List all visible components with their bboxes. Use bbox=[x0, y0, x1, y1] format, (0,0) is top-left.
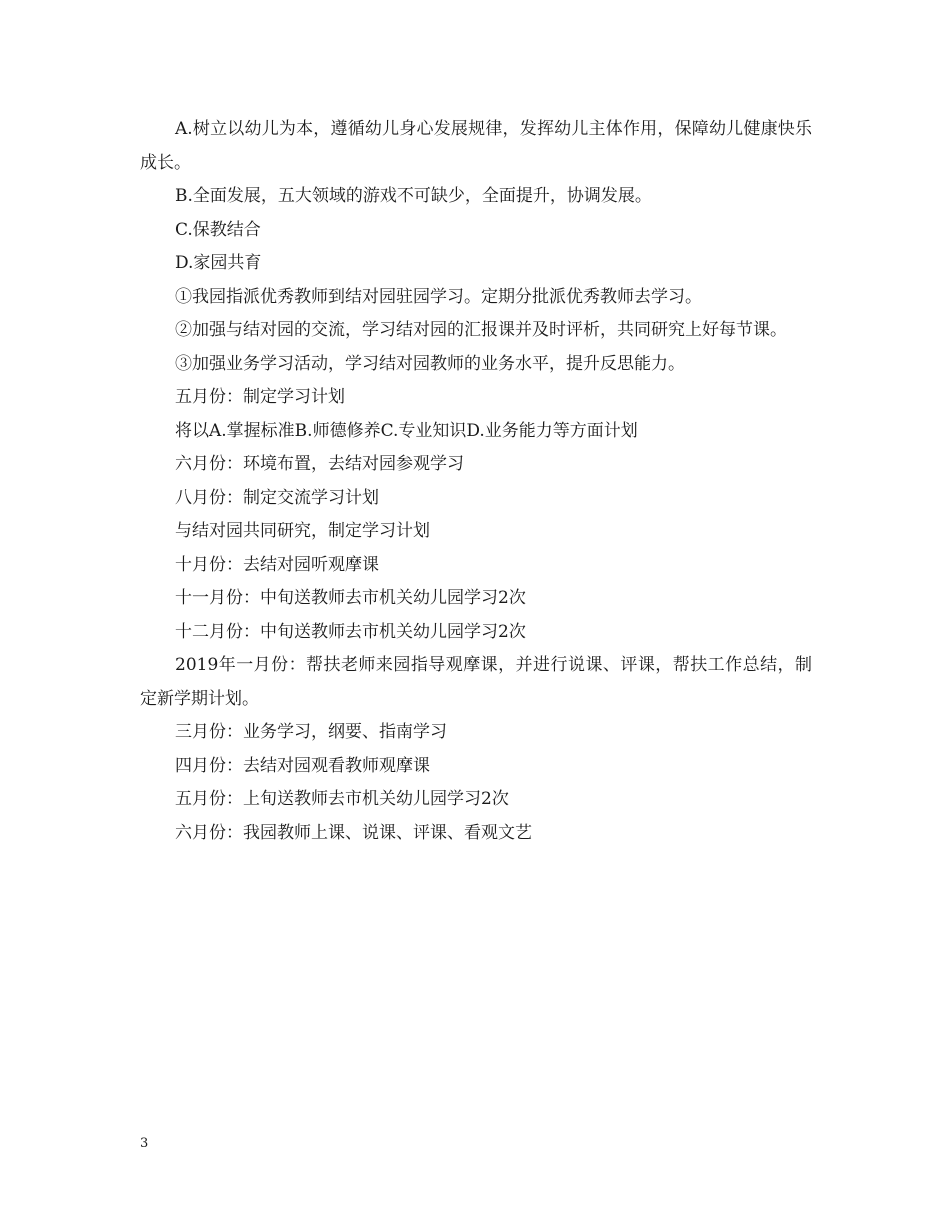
paragraph-october: 十月份：去结对园听观摩课 bbox=[175, 554, 379, 575]
paragraph-principle-a: A.树立以幼儿为本，遵循幼儿身心发展规律，发挥幼儿主体作用，保障幼儿健康快乐成长。 bbox=[140, 119, 812, 173]
paragraph-principle-c: C.保教结合 bbox=[175, 219, 261, 240]
document-body bbox=[140, 113, 812, 850]
paragraph-march: 三月份：业务学习，纲要、指南学习 bbox=[175, 722, 447, 742]
paragraph-measure-2: ②加强与结对园的交流，学习结对园的汇报课并及时评析，共同研究上好每节课。 bbox=[175, 320, 787, 340]
paragraph-august: 八月份：制定交流学习计划 bbox=[175, 487, 379, 508]
paragraph-january-2019: 2019年一月份：帮扶老师来园指导观摩课，并进行说课、评课，帮扶工作总结，制定新学期计划。 bbox=[140, 655, 812, 709]
paragraph-measure-1: ①我园指派优秀教师到结对园驻园学习。定期分批派优秀教师去学习。 bbox=[175, 286, 702, 307]
paragraph-june-2: 六月份：我园教师上课、说课、评课、看观文艺 bbox=[175, 822, 532, 843]
paragraph-november: 十一月份：中旬送教师去市机关幼儿园学习2次 bbox=[175, 588, 526, 608]
paragraph-april: 四月份：去结对园观看教师观摩课 bbox=[175, 755, 430, 776]
paragraph-measure-3: ③加强业务学习活动，学习结对园教师的业务水平，提升反思能力。 bbox=[175, 353, 685, 374]
paragraph-december: 十二月份：中旬送教师去市机关幼儿园学习2次 bbox=[175, 621, 526, 642]
paragraph-may-2: 五月份：上旬送教师去市机关幼儿园学习2次 bbox=[175, 789, 509, 809]
paragraph-principle-d: D.家园共育 bbox=[175, 253, 262, 273]
paragraph-june: 六月份：环境布置，去结对园参观学习 bbox=[175, 454, 464, 474]
paragraph-principle-b: B.全面发展，五大领域的游戏不可缺少，全面提升，协调发展。 bbox=[175, 186, 652, 206]
paragraph-may: 五月份：制定学习计划 bbox=[175, 387, 345, 407]
page-number: 3 bbox=[140, 1136, 149, 1151]
paragraph-august-detail: 与结对园共同研究，制定学习计划 bbox=[175, 521, 430, 541]
paragraph-may-detail: 将以A.掌握标准B.师德修养C.专业知识D.业务能力等方面计划 bbox=[175, 420, 638, 441]
